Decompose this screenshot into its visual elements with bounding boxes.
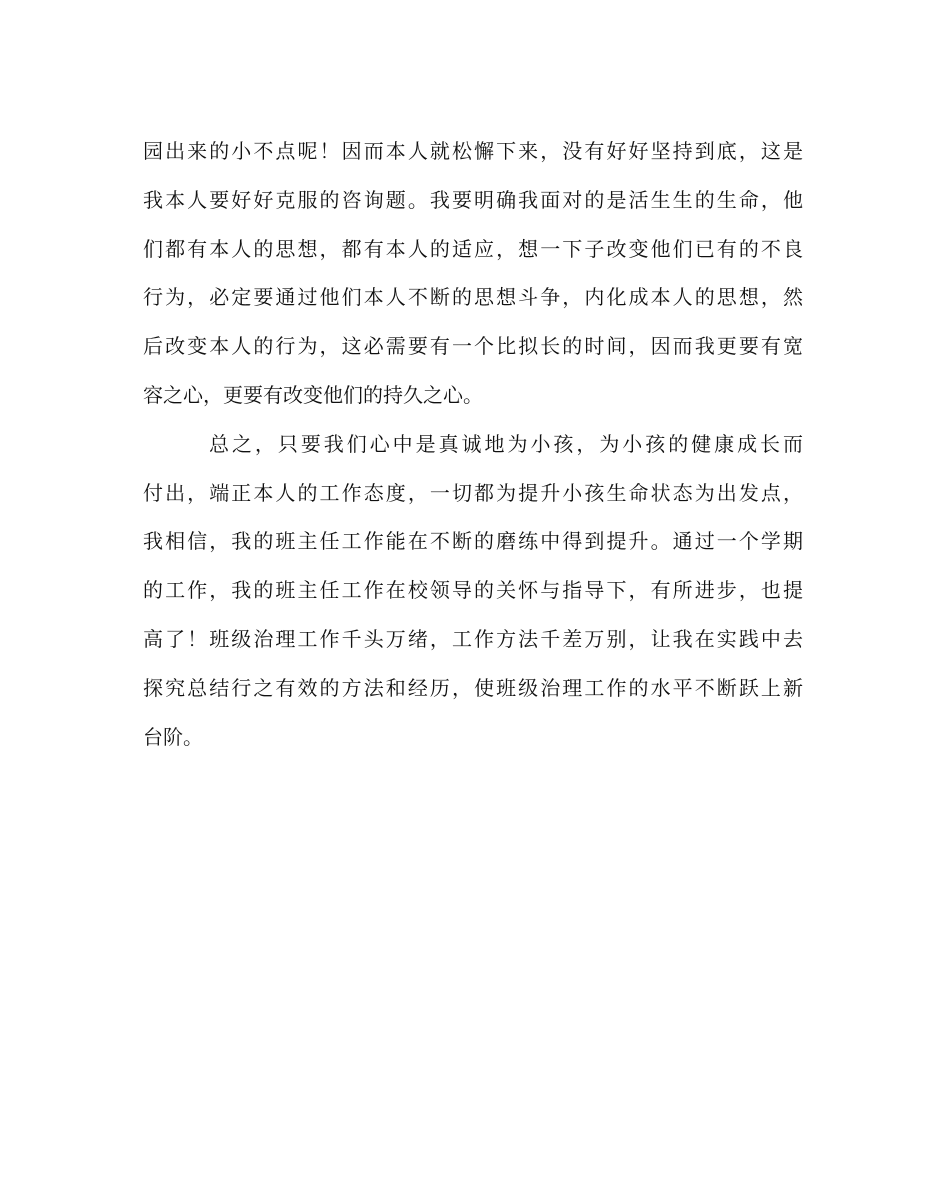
- paragraph-line: 我相信，我的班主任工作能在不断的磨练中得到提升。通过一个学期: [143, 529, 803, 554]
- paragraph-1: [143, 127, 803, 420]
- paragraph-line: 后改变本人的行为，这必需要有一个比拟长的时间，因而我更要有宽: [143, 334, 803, 359]
- paragraph-line: 园出来的小不点呢！因而本人就松懈下来，没有好好坚持到底，这是: [143, 139, 803, 163]
- paragraph-2: [143, 420, 803, 762]
- paragraph-line: 行为，必定要通过他们本人不断的思想斗争，内化成本人的思想，然: [143, 285, 803, 310]
- paragraph-line: 我本人要好好克服的咨询题。我要明确我面对的是活生生的生命，他: [143, 187, 803, 212]
- paragraph-line: 付出，端正本人的工作态度，一切都为提升小孩生命状态为出发点，: [143, 480, 803, 505]
- paragraph-line: 容之心，更要有改变他们的持久之心。: [143, 382, 483, 407]
- paragraph-line: 的工作，我的班主任工作在校领导的关怀与指导下，有所进步，也提: [143, 578, 803, 603]
- document-body: [143, 127, 803, 761]
- paragraph-line: 探究总结行之有效的方法和经历，使班级治理工作的水平不断跃上新: [143, 675, 803, 700]
- paragraph-line: 总之，只要我们心中是真诚地为小孩，为小孩的健康成长而: [209, 431, 803, 456]
- paragraph-line: 高了！班级治理工作千头万绪，工作方法千差万别，让我在实践中去: [143, 626, 803, 651]
- paragraph-line: 台阶。: [143, 724, 203, 749]
- paragraph-line: 们都有本人的思想，都有本人的适应，想一下子改变他们已有的不良: [143, 236, 803, 261]
